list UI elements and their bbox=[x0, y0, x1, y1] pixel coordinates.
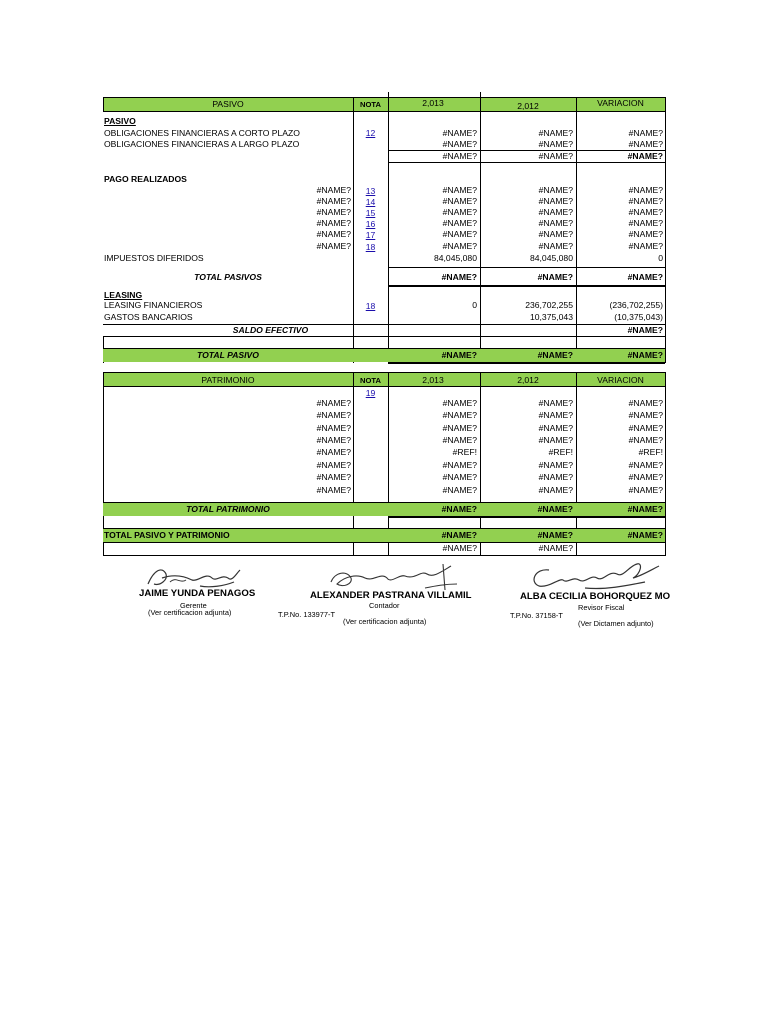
value-2012: #NAME? bbox=[538, 460, 573, 470]
total-variacion: #NAME? bbox=[627, 530, 663, 540]
value-2013: #REF! bbox=[452, 447, 477, 457]
value-2013: 84,045,080 bbox=[433, 253, 477, 263]
nota-header: NOTA bbox=[360, 376, 381, 385]
value-2013: #NAME? bbox=[442, 410, 477, 420]
row-label: #NAME? bbox=[316, 185, 351, 195]
row-label: #NAME? bbox=[316, 207, 351, 217]
signer-tp: T.P.No. 133977-T bbox=[278, 610, 335, 619]
nota-link[interactable]: 15 bbox=[365, 208, 376, 218]
year-2012-header: 2,012 bbox=[517, 101, 539, 111]
subtotal-2012: #NAME? bbox=[538, 151, 573, 161]
value-2012: #NAME? bbox=[538, 185, 573, 195]
year-2013-header: 2,013 bbox=[422, 375, 444, 385]
row-label: GASTOS BANCARIOS bbox=[104, 312, 193, 322]
row-label: #NAME? bbox=[316, 423, 351, 433]
value-2012: #NAME? bbox=[538, 435, 573, 445]
nota-link[interactable]: 14 bbox=[365, 197, 376, 207]
signer-name: ALBA CECILIA BOHORQUEZ MO bbox=[520, 591, 671, 602]
nota-link[interactable]: 18 bbox=[365, 301, 376, 311]
row-label: IMPUESTOS DIFERIDOS bbox=[104, 253, 204, 263]
signer-note: (Ver certificacion adjunta) bbox=[148, 608, 232, 617]
value-variacion: #NAME? bbox=[628, 485, 663, 495]
signer-note: (Ver certificacion adjunta) bbox=[343, 617, 427, 626]
value-2013: #NAME? bbox=[442, 128, 477, 138]
value-variacion: (10,375,043) bbox=[614, 312, 663, 322]
value-2013: #NAME? bbox=[442, 472, 477, 482]
signer-tp: T.P.No. 37158-T bbox=[510, 611, 563, 620]
value-2012: #NAME? bbox=[538, 139, 573, 149]
nota-link[interactable]: 16 bbox=[365, 219, 376, 229]
value-variacion: #NAME? bbox=[628, 218, 663, 228]
value-2013: #NAME? bbox=[442, 485, 477, 495]
value-2012: #NAME? bbox=[538, 229, 573, 239]
value-2013: #NAME? bbox=[442, 207, 477, 217]
row-label: #NAME? bbox=[316, 460, 351, 470]
row-label: #NAME? bbox=[316, 410, 351, 420]
year-2012-header: 2,012 bbox=[517, 375, 539, 385]
row-label: LEASING FINANCIEROS bbox=[104, 300, 203, 310]
value-2012: #NAME? bbox=[538, 207, 573, 217]
subtotal-variacion: #NAME? bbox=[627, 151, 663, 161]
value-variacion: #NAME? bbox=[628, 139, 663, 149]
nota-header: NOTA bbox=[360, 100, 381, 109]
value-2013: #NAME? bbox=[442, 139, 477, 149]
value-2013: #NAME? bbox=[442, 185, 477, 195]
section-pasivo: PASIVO bbox=[104, 116, 136, 126]
row-label: #NAME? bbox=[316, 485, 351, 495]
value-2012: #NAME? bbox=[538, 241, 573, 251]
row-label: OBLIGACIONES FINANCIERAS A LARGO PLAZO bbox=[104, 139, 300, 149]
value-2012: #NAME? bbox=[538, 128, 573, 138]
variacion-header: VARIACION bbox=[597, 98, 644, 108]
nota-link[interactable]: 13 bbox=[365, 186, 376, 196]
total-2012: #NAME? bbox=[537, 504, 573, 514]
total-2012: #NAME? bbox=[537, 350, 573, 360]
section-pago: PAGO REALIZADOS bbox=[104, 174, 187, 184]
total-2013: #NAME? bbox=[441, 504, 477, 514]
year-2013-header: 2,013 bbox=[422, 98, 444, 108]
value-variacion: #REF! bbox=[638, 447, 663, 457]
value-variacion: 0 bbox=[658, 253, 663, 263]
total-pyp-label: TOTAL PASIVO Y PATRIMONIO bbox=[104, 530, 230, 540]
value-2013: #NAME? bbox=[442, 543, 477, 553]
value-2013: #NAME? bbox=[442, 196, 477, 206]
value-variacion: #NAME? bbox=[628, 128, 663, 138]
total-2013: #NAME? bbox=[441, 272, 477, 282]
nota-link[interactable]: 17 bbox=[365, 230, 376, 240]
value-variacion: #NAME? bbox=[628, 410, 663, 420]
value-2013: #NAME? bbox=[442, 460, 477, 470]
value-2013: #NAME? bbox=[442, 423, 477, 433]
value-variacion: #NAME? bbox=[628, 435, 663, 445]
nota-link[interactable]: 18 bbox=[365, 242, 376, 252]
value-2012: #NAME? bbox=[538, 196, 573, 206]
value-2013: #NAME? bbox=[442, 435, 477, 445]
value-variacion: #NAME? bbox=[628, 229, 663, 239]
total-2012: #NAME? bbox=[537, 272, 573, 282]
value-2012: 236,702,255 bbox=[525, 300, 573, 310]
value-2012: #NAME? bbox=[538, 218, 573, 228]
value-variacion: #NAME? bbox=[628, 472, 663, 482]
row-label: #NAME? bbox=[316, 241, 351, 251]
row-label: #NAME? bbox=[316, 229, 351, 239]
row-label: #NAME? bbox=[316, 435, 351, 445]
signer-name: JAIME YUNDA PENAGOS bbox=[139, 588, 256, 599]
value-2012: 84,045,080 bbox=[529, 253, 573, 263]
row-label: #NAME? bbox=[316, 196, 351, 206]
value-2012: #REF! bbox=[548, 447, 573, 457]
variacion-header: VARIACION bbox=[597, 375, 644, 385]
value-2012: #NAME? bbox=[538, 485, 573, 495]
row-label: #NAME? bbox=[316, 447, 351, 457]
value-variacion: #NAME? bbox=[628, 196, 663, 206]
row-label: OBLIGACIONES FINANCIERAS A CORTO PLAZO bbox=[104, 128, 300, 138]
value-2012: #NAME? bbox=[538, 423, 573, 433]
patrimonio-header-label: PATRIMONIO bbox=[201, 375, 255, 385]
value-2012: #NAME? bbox=[538, 543, 573, 553]
total-2013: #NAME? bbox=[441, 350, 477, 360]
value-variacion: #NAME? bbox=[628, 185, 663, 195]
value-variacion: #NAME? bbox=[628, 241, 663, 251]
total-patrimonio-label: TOTAL PATRIMONIO bbox=[186, 504, 270, 514]
value-2012: 10,375,043 bbox=[529, 312, 573, 322]
row-label: #NAME? bbox=[316, 472, 351, 482]
total-2012: #NAME? bbox=[537, 530, 573, 540]
signer-note: (Ver Dictamen adjunto) bbox=[578, 619, 654, 628]
total-variacion: #NAME? bbox=[627, 350, 663, 360]
value-2012: #NAME? bbox=[538, 410, 573, 420]
nota-link[interactable]: 12 bbox=[365, 128, 376, 138]
total-variacion: #NAME? bbox=[627, 504, 663, 514]
saldo-variacion: #NAME? bbox=[627, 325, 663, 335]
nota-link[interactable]: 19 bbox=[365, 388, 376, 398]
saldo-efectivo-label: SALDO EFECTIVO bbox=[232, 325, 309, 335]
section-leasing: LEASING bbox=[104, 290, 143, 300]
value-variacion: #NAME? bbox=[628, 423, 663, 433]
value-2013: #NAME? bbox=[442, 398, 477, 408]
signer-role: Contador bbox=[369, 601, 400, 610]
pasivo-header-label: PASIVO bbox=[212, 99, 244, 109]
signer-role: Gerente bbox=[180, 601, 207, 610]
total-variacion: #NAME? bbox=[627, 272, 663, 282]
value-2012: #NAME? bbox=[538, 472, 573, 482]
signer-role: Revisor Fiscal bbox=[578, 603, 625, 612]
row-label: #NAME? bbox=[316, 398, 351, 408]
value-variacion: (236,702,255) bbox=[609, 300, 663, 310]
total-pasivos-label: TOTAL PASIVOS bbox=[194, 272, 262, 282]
subtotal-2013: #NAME? bbox=[442, 151, 477, 161]
value-2012: #NAME? bbox=[538, 398, 573, 408]
row-label: #NAME? bbox=[316, 218, 351, 228]
signer-name: ALEXANDER PASTRANA VILLAMIL bbox=[310, 590, 472, 601]
value-2013: #NAME? bbox=[442, 241, 477, 251]
total-2013: #NAME? bbox=[441, 530, 477, 540]
signature-scribble-revisor bbox=[525, 560, 665, 594]
value-variacion: #NAME? bbox=[628, 460, 663, 470]
value-2013: 0 bbox=[472, 300, 477, 310]
total-pasivo-label: TOTAL PASIVO bbox=[197, 350, 259, 360]
value-variacion: #NAME? bbox=[628, 398, 663, 408]
value-2013: #NAME? bbox=[442, 229, 477, 239]
value-variacion: #NAME? bbox=[628, 207, 663, 217]
value-2013: #NAME? bbox=[442, 218, 477, 228]
